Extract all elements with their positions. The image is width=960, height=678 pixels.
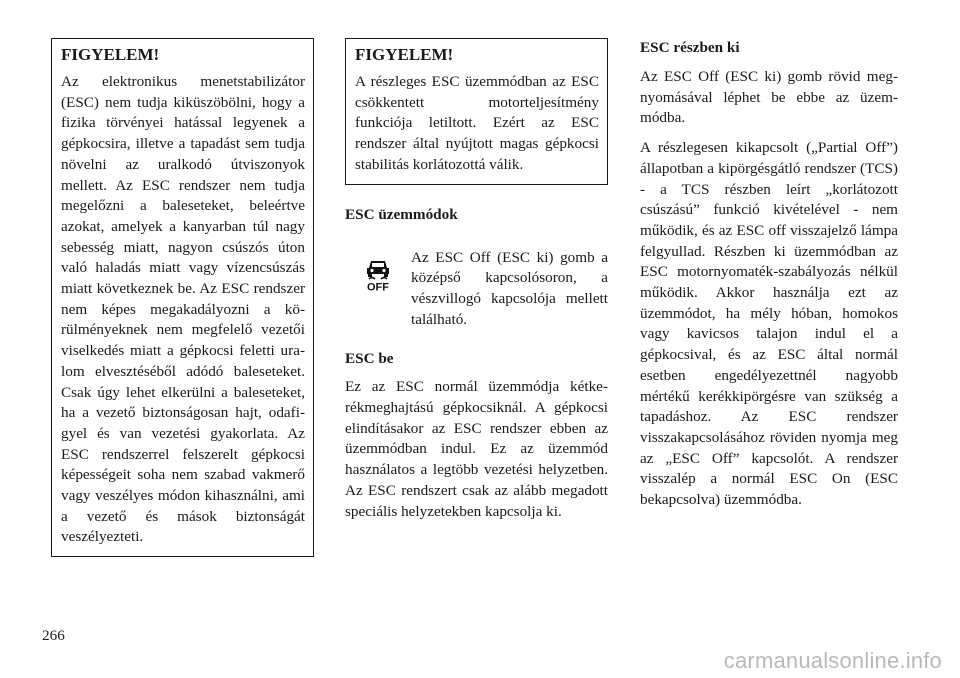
warning-text: A részleges ESC üzemmódban az ESC csökkentett motorteljesítmény funkciója letiltott. Ezért az ESC rendszer által nyújtott magas gépkocsi stabilitás korlátozottá válik. — [355, 73, 599, 173]
warning-text: Az elektronikus menetstabilizátor (ESC) nem tudja kiküszöbölni, hogy a fizika törvényei hatással legyenek a gépkocsira, illetve a tapadást sem tudja növelni az uralkodó útviszonyok mellett. Az ESC rendszer nem tudja megelőzni a baleseteket, beleértve azokat, amelyek a kanyarban túl nagy sebesség miatt, nagyon csúszós úton való haladás miatt vagy vízencsúszás miatt következnek be. Az ESC rendszer nem képes megakadályozni a körülményeknek nem megfelelő vezetői viselkedés miatt a gépkocsi feletti uralom elvesztéséből adódó baleseteket. Csak úgy lehet elkerülni a baleseteket, ha a vezető biztonságosan hajt, odafigyel és van vezetési gyakorlata. Az ESC rendszerrel felszerelt gépkocsi képességeit soha nem szabad vakmerő vagy veszélyes módon kihasználni, ami a vezető és mások biztonságát veszélyezteti. — [61, 73, 305, 546]
warning-box-middle — [345, 38, 608, 185]
watermark: carmanualsonline.info — [723, 648, 942, 673]
section-heading: ESC üzemmódok — [345, 205, 458, 223]
paragraph-esc-on: Ez az ESC normál üzemmódja kétkerékmeghajtású gépkocsiknál. A gépkocsi elindításakor az ESC rendszer ebben az üzemmódban indul. Ez az üzemmód használatos a legtöbb vezetési helyzetben. Az ESC rendszert csak az alább megadott speciális helyzetekben kapcsolja ki. — [345, 378, 608, 520]
warning-title: FIGYELEM! — [61, 45, 160, 64]
warning-title: FIGYELEM! — [355, 45, 454, 64]
column-middle — [345, 38, 608, 522]
column-right — [640, 38, 898, 511]
paragraph-1: Az ESC Off (ESC ki) gomb rövid megnyomásával léphet be ebbe az üzemmódba. — [640, 68, 898, 127]
icon-description: Az ESC Off (ESC ki) gomb a középső kapcsolósoron, a vészvillogó kapcsolója mellett található. — [411, 248, 608, 328]
paragraph-2: A részlegesen kikapcsolt („Partial Off”) állapotban a kipörgésgátló rendszer (TCS) - a TCS részben leírt „korlátozott csúszású” funkció kivételével - nem működik, és az ESC off visszajelző lámpa felgyullad. Részben ki üzemmódban az ESC motornyomaték-szabályozás nélkül működik. Akkor használja ezt az üzemmódot, ha mély hóban, homokos vagy kavicsos talajon indul el a gépkocsival, és az ESC által normál esetben engedélyezettnél nagyobb mértékű kerékkipörgésre van szükség a tapadáshoz. Az ESC rendszer visszakapcsolásához röviden nyomja meg az „ESC Off” kapcsolót. A rendszer visszalép a normál ESC On (ESC bekapcsolva) üzemmódba. — [640, 139, 898, 509]
page-number: 266 — [42, 627, 65, 644]
column-left — [51, 38, 314, 557]
esc-off-icon — [345, 248, 411, 331]
warning-box-left — [51, 38, 314, 557]
subheading-esc-partial: ESC részben ki — [640, 39, 740, 56]
esc-off-icon-label: OFF — [367, 281, 389, 292]
esc-off-row — [345, 248, 608, 331]
subheading-esc-on: ESC be — [345, 350, 394, 368]
